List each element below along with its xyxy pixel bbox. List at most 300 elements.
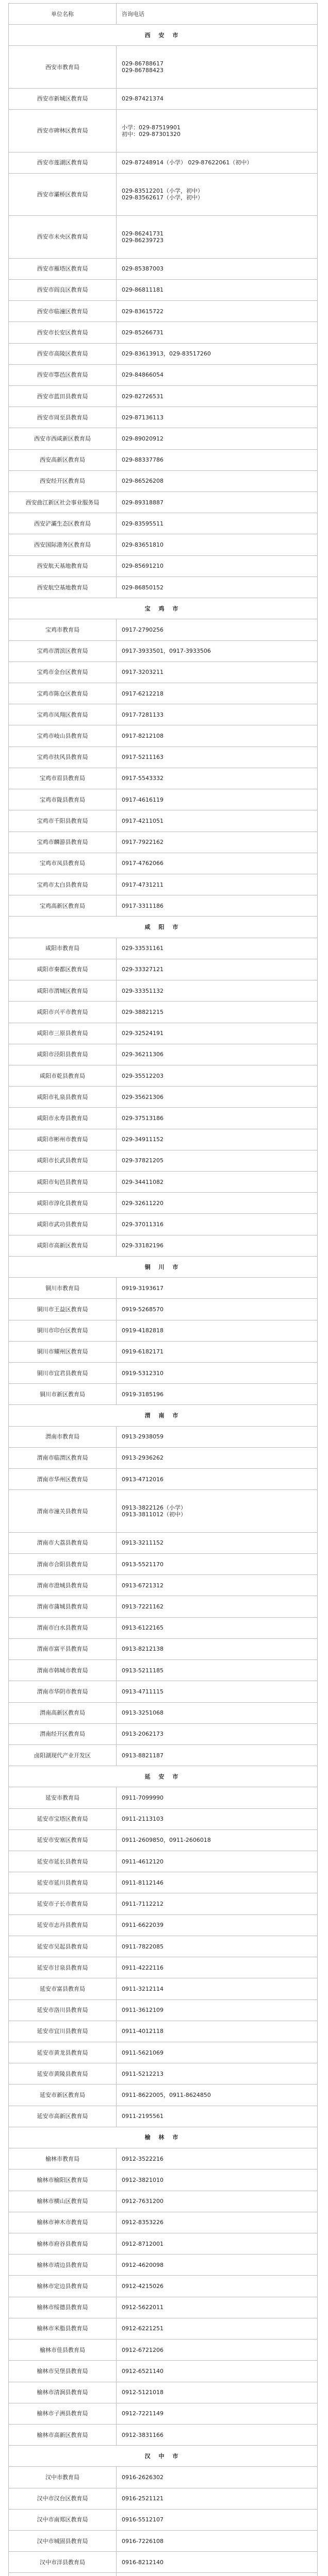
unit-name-cell: 西安航天基地教育局 xyxy=(9,555,117,577)
unit-name-cell: 西安市蓝田县教育局 xyxy=(9,385,117,406)
table-row xyxy=(9,2191,318,2212)
phone-cell xyxy=(117,1235,318,1256)
phone-number: 0911-2609850，0911-2606018 xyxy=(122,1837,211,1844)
phone-number: 0913-3251068 xyxy=(122,1709,163,1717)
unit-name-cell: 延安市富县教育局 xyxy=(9,1978,117,1999)
phone-number: 0917-4616119 xyxy=(122,796,163,803)
unit-name-cell: 榆林市子洲县教育局 xyxy=(9,2403,117,2424)
phone-number: 0913-8821187 xyxy=(122,1752,163,1759)
phone-cell xyxy=(117,2255,318,2276)
table-row xyxy=(9,2084,318,2106)
phone-cell xyxy=(117,2170,318,2191)
table-row xyxy=(9,110,318,152)
phone-number: 029-85387003 xyxy=(122,265,163,273)
unit-name-cell: 铜川市印台区教育局 xyxy=(9,1320,117,1341)
phone-number: 0917-4762066 xyxy=(122,860,163,867)
phone-number: 0912-7221149 xyxy=(122,2410,163,2417)
unit-name-cell: 西安高新区教育局 xyxy=(9,449,117,470)
table-row xyxy=(9,2531,318,2552)
unit-name-cell: 咸阳市永寿县教育局 xyxy=(9,1108,117,1129)
unit-name-cell: 延安市子长市教育局 xyxy=(9,1893,117,1914)
phone-cell xyxy=(117,747,318,768)
phone-cell xyxy=(117,2021,318,2042)
unit-name-cell: 西安市阎良区教育局 xyxy=(9,279,117,300)
table-row xyxy=(9,2106,318,2127)
phone-cell xyxy=(117,555,318,577)
phone-number: 0911-8112146 xyxy=(122,1879,163,1886)
phone-number: 0913-4711115 xyxy=(122,1688,163,1695)
unit-name-cell: 榆林市府谷县教育局 xyxy=(9,2233,117,2254)
table-row xyxy=(9,1660,318,1681)
table-row xyxy=(9,343,318,364)
region-header-row xyxy=(9,2127,318,2148)
unit-name-cell: 延安市高新区教育局 xyxy=(9,2106,117,2127)
region-header-row xyxy=(9,917,318,938)
table-row xyxy=(9,2403,318,2424)
phone-cell xyxy=(117,1447,318,1468)
table-row xyxy=(9,470,318,492)
phone-cell xyxy=(117,1553,318,1574)
table-row xyxy=(9,1023,318,1044)
table-row xyxy=(9,1490,318,1532)
phone-cell xyxy=(117,279,318,300)
phone-cell xyxy=(117,1341,318,1362)
unit-name-cell: 卤阳湖现代产业开发区 xyxy=(9,1744,117,1766)
table-row xyxy=(9,2021,318,2042)
phone-cell xyxy=(117,1087,318,1108)
phone-cell xyxy=(117,725,318,747)
phone-cell xyxy=(117,1829,318,1851)
phone-number: 029-37011316 xyxy=(122,1221,163,1228)
phone-number: 0917-3203211 xyxy=(122,669,163,676)
unit-name-cell: 延安市宜川县教育局 xyxy=(9,2021,117,2042)
table-row xyxy=(9,2297,318,2318)
phone-number: 0917-5543332 xyxy=(122,775,163,782)
table-row xyxy=(9,258,318,279)
phone-number: 0912-5622011 xyxy=(122,2304,163,2311)
table-row xyxy=(9,725,318,747)
table-row xyxy=(9,980,318,1002)
phone-cell xyxy=(117,1469,318,1490)
phone-cell xyxy=(117,2573,318,2576)
phone-cell xyxy=(117,88,318,109)
table-row xyxy=(9,577,318,598)
phone-number: 0911-4612120 xyxy=(122,1858,163,1865)
table-row xyxy=(9,874,318,895)
table-row xyxy=(9,1469,318,1490)
phone-cell xyxy=(117,662,318,683)
phone-number: 0912-6521140 xyxy=(122,2367,163,2375)
phone-cell xyxy=(117,1172,318,1193)
phone-number: 0912-3522216 xyxy=(122,2155,163,2162)
phone-cell xyxy=(117,1150,318,1171)
phone-number: 0911-2195561 xyxy=(122,2113,163,2120)
unit-name-cell: 西安航空基地教育局 xyxy=(9,577,117,598)
unit-name-cell: 宝鸡市教育局 xyxy=(9,619,117,640)
phone-number: 0913-5521170 xyxy=(122,1561,163,1568)
table-row xyxy=(9,768,318,789)
unit-name-cell: 延安市教育局 xyxy=(9,1787,117,1808)
phone-cell xyxy=(117,1065,318,1086)
phone-number: 0919-4182818 xyxy=(122,1327,163,1334)
table-row xyxy=(9,2276,318,2297)
unit-name-cell: 延安市洛川县教育局 xyxy=(9,1999,117,2021)
unit-name-cell: 汉中市洋县教育局 xyxy=(9,2552,117,2573)
unit-name-cell: 延安市新区教育局 xyxy=(9,2084,117,2106)
phone-cell xyxy=(117,810,318,832)
unit-name-cell: 渭南市潼关县教育局 xyxy=(9,1490,117,1532)
phone-cell xyxy=(117,407,318,428)
contact-table xyxy=(8,3,318,2576)
table-row xyxy=(9,1851,318,1872)
unit-name-cell: 宝鸡市岐山县教育局 xyxy=(9,725,117,747)
unit-name-cell: 延安市吴起县教育局 xyxy=(9,1936,117,1957)
phone-cell xyxy=(117,980,318,1002)
unit-name-cell: 延安市黄龙县教育局 xyxy=(9,2042,117,2063)
phone-number: 0911-7822085 xyxy=(122,1943,163,1950)
unit-name-cell: 榆林市靖边县教育局 xyxy=(9,2255,117,2276)
phone-number: 0919-5312310 xyxy=(122,1369,163,1377)
phone-cell xyxy=(117,216,318,258)
unit-name-cell: 咸阳市三原县教育局 xyxy=(9,1023,117,1044)
table-row xyxy=(9,1532,318,1553)
unit-name-cell: 宝鸡市陇县教育局 xyxy=(9,789,117,810)
unit-name-cell: 西安市鄠邑区教育局 xyxy=(9,364,117,385)
phone-number: 0919-6182171 xyxy=(122,1348,163,1355)
table-row xyxy=(9,492,318,513)
table-row xyxy=(9,2340,318,2361)
phone-cell xyxy=(117,2382,318,2403)
phone-number: 0913-3822126（小学） xyxy=(122,1504,186,1512)
table-row xyxy=(9,959,318,980)
phone-cell xyxy=(117,2467,318,2488)
unit-name-cell: 榆林市榆阳区教育局 xyxy=(9,2170,117,2191)
table-row xyxy=(9,2212,318,2233)
phone-number: 0912-8712001 xyxy=(122,2240,163,2247)
unit-name-cell: 榆林市吴堡县教育局 xyxy=(9,2361,117,2382)
table-row xyxy=(9,1872,318,1893)
phone-cell xyxy=(117,1660,318,1681)
table-row xyxy=(9,1150,318,1171)
phone-number: 0917-2790256 xyxy=(122,626,163,633)
phone-number: 0913-3211152 xyxy=(122,1539,163,1547)
unit-name-cell: 延安市志丹县教育局 xyxy=(9,1914,117,1936)
unit-name-cell: 咸阳市泾阳县教育局 xyxy=(9,1044,117,1065)
unit-name-cell: 铜川市新区教育局 xyxy=(9,1384,117,1405)
phone-cell xyxy=(117,853,318,874)
unit-name-cell: 渭南市富平县教育局 xyxy=(9,1638,117,1659)
table-row xyxy=(9,216,318,258)
table-row xyxy=(9,2424,318,2445)
phone-cell xyxy=(117,2084,318,2106)
phone-number: 029-34411082 xyxy=(122,1178,163,1185)
phone-number: 029-85691210 xyxy=(122,563,163,570)
phone-number: 小学：029-87519901 xyxy=(122,124,181,131)
table-row xyxy=(9,46,318,88)
phone-number: 0912-5121018 xyxy=(122,2389,163,2396)
phone-cell xyxy=(117,1193,318,1214)
table-row xyxy=(9,1108,318,1129)
phone-number: 029-85266731 xyxy=(122,329,163,336)
unit-name-cell: 宝鸡市金台区教育局 xyxy=(9,662,117,683)
phone-cell xyxy=(117,704,318,725)
unit-name-cell: 西安市雁塔区教育局 xyxy=(9,258,117,279)
phone-cell xyxy=(117,1638,318,1659)
unit-name-cell: 宝鸡市千阳县教育局 xyxy=(9,810,117,832)
phone-number: 029-86241731 xyxy=(122,230,163,237)
phone-cell xyxy=(117,152,318,173)
phone-number: 0919-5268570 xyxy=(122,1306,163,1313)
phone-cell xyxy=(117,895,318,917)
unit-name-cell: 西安曲江新区社会事业服务局 xyxy=(9,492,117,513)
phone-cell xyxy=(117,2063,318,2084)
phone-number: 0916-5512107 xyxy=(122,2516,163,2523)
table-row xyxy=(9,1065,318,1086)
phone-number: 0912-6721206 xyxy=(122,2346,163,2353)
unit-name-cell: 咸阳市兴平市教育局 xyxy=(9,1002,117,1023)
phone-number: 0913-3811012（初中） xyxy=(122,1511,186,1518)
table-row xyxy=(9,2361,318,2382)
table-row xyxy=(9,704,318,725)
region-header-row xyxy=(9,25,318,46)
phone-number: 0916-8212140 xyxy=(122,2558,163,2566)
unit-name-cell: 宝鸡市渭滨区教育局 xyxy=(9,640,117,662)
phone-cell xyxy=(117,1999,318,2021)
table-row xyxy=(9,1087,318,1108)
table-row xyxy=(9,619,318,640)
unit-name-cell: 汉中市城固县教育局 xyxy=(9,2531,117,2552)
phone-cell xyxy=(117,1723,318,1744)
phone-number: 0912-8353226 xyxy=(122,2219,163,2226)
phone-cell xyxy=(117,2212,318,2233)
table-row xyxy=(9,428,318,449)
table-row xyxy=(9,1999,318,2021)
phone-number: 0917-3311186 xyxy=(122,902,163,909)
phone-number: 0912-4215026 xyxy=(122,2283,163,2290)
phone-cell xyxy=(117,1490,318,1532)
phone-number: 0911-5621069 xyxy=(122,2049,163,2056)
phone-cell xyxy=(117,1851,318,1872)
phone-cell xyxy=(117,2361,318,2382)
table-row xyxy=(9,1702,318,1723)
phone-number: 029-86850152 xyxy=(122,584,163,591)
phone-cell xyxy=(117,449,318,470)
phone-cell xyxy=(117,258,318,279)
table-row xyxy=(9,1235,318,1256)
phone-number: 029-86788423 xyxy=(122,67,163,74)
phone-number: 029-89020912 xyxy=(122,435,163,442)
table-row xyxy=(9,407,318,428)
table-row xyxy=(9,1044,318,1065)
phone-number: 029-83651810 xyxy=(122,541,163,549)
phone-number: 029-35512203 xyxy=(122,1072,163,1079)
unit-name-cell: 榆林市高新区教育局 xyxy=(9,2424,117,2445)
phone-cell xyxy=(117,2488,318,2509)
phone-number: 0913-6122165 xyxy=(122,1624,163,1632)
phone-number: 0916-2626302 xyxy=(122,2473,163,2481)
table-row xyxy=(9,2063,318,2084)
phone-number: 初中：029-87301320 xyxy=(122,130,181,138)
table-row xyxy=(9,364,318,385)
phone-number: 029-33182196 xyxy=(122,1242,163,1249)
phone-cell xyxy=(117,1702,318,1723)
phone-cell xyxy=(117,1299,318,1320)
phone-number: 0911-3612109 xyxy=(122,2007,163,2014)
table-row xyxy=(9,2233,318,2254)
table-row xyxy=(9,2488,318,2509)
phone-cell xyxy=(117,2552,318,2573)
unit-name-cell: 宝鸡市凤县教育局 xyxy=(9,853,117,874)
phone-number: 0911-5212213 xyxy=(122,2070,163,2077)
phone-number: 0911-2113103 xyxy=(122,1816,163,1823)
region-title: 渭 南 市 xyxy=(9,1405,318,1426)
unit-name-cell: 榆林市米脂县教育局 xyxy=(9,2318,117,2339)
phone-number: 029-87136113 xyxy=(122,414,163,421)
phone-number: 029-33327121 xyxy=(122,966,163,973)
unit-name-cell: 宝鸡市麟游县教育局 xyxy=(9,832,117,853)
phone-number: 029-83562617（小学，初中） xyxy=(122,194,203,201)
phone-number: 0917-7281133 xyxy=(122,711,163,718)
unit-name-cell: 西安浐灞生态区教育局 xyxy=(9,513,117,534)
unit-name-cell: 延安市甘泉县教育局 xyxy=(9,1957,117,1978)
table-row xyxy=(9,683,318,704)
phone-cell xyxy=(117,2531,318,2552)
phone-cell xyxy=(117,2340,318,2361)
unit-name-cell: 延安市黄陵县教育局 xyxy=(9,2063,117,2084)
unit-name-cell: 咸阳市淳化县教育局 xyxy=(9,1193,117,1214)
table-row xyxy=(9,938,318,959)
phone-cell xyxy=(117,322,318,343)
phone-number: 029-37821205 xyxy=(122,1157,163,1164)
phone-cell xyxy=(117,2297,318,2318)
phone-number: 029-86526208 xyxy=(122,478,163,485)
phone-cell xyxy=(117,1681,318,1702)
table-row xyxy=(9,385,318,406)
phone-number: 029-88337786 xyxy=(122,456,163,464)
phone-cell xyxy=(117,1384,318,1405)
unit-name-cell: 西安市高陵区教育局 xyxy=(9,343,117,364)
table-row xyxy=(9,1553,318,1574)
unit-name-cell: 西安市碑林区教育局 xyxy=(9,110,117,152)
phone-number: 0913-2062173 xyxy=(122,1731,163,1738)
region-header-row xyxy=(9,2446,318,2467)
phone-cell xyxy=(117,364,318,385)
unit-name-cell: 西安市西咸新区教育局 xyxy=(9,428,117,449)
region-header-row xyxy=(9,1405,318,1426)
unit-name-cell: 宝鸡市太白县教育局 xyxy=(9,874,117,895)
phone-number: 0911-8622005，0911-8624850 xyxy=(122,2092,211,2099)
unit-name-cell: 渭南经开区教育局 xyxy=(9,1723,117,1744)
phone-number: 0917-5211163 xyxy=(122,754,163,761)
phone-cell xyxy=(117,1936,318,1957)
phone-cell xyxy=(117,301,318,322)
phone-number: 029-83512201（小学，初中） xyxy=(122,188,203,195)
table-row xyxy=(9,1808,318,1829)
unit-name-cell: 延安市宝塔区教育局 xyxy=(9,1808,117,1829)
phone-cell xyxy=(117,1872,318,1893)
unit-name-cell: 咸阳市礼泉县教育局 xyxy=(9,1087,117,1108)
phone-cell xyxy=(117,1957,318,1978)
phone-cell xyxy=(117,1596,318,1617)
unit-name-cell: 延安市延长县教育局 xyxy=(9,1851,117,1872)
table-row xyxy=(9,1638,318,1659)
phone-cell xyxy=(117,1808,318,1829)
table-row xyxy=(9,789,318,810)
unit-name-cell: 渭南市白水县教育局 xyxy=(9,1617,117,1638)
unit-name-cell: 咸阳市旬邑县教育局 xyxy=(9,1172,117,1193)
unit-name-cell: 渭南市合阳县教育局 xyxy=(9,1553,117,1574)
unit-name-cell: 铜川市耀州区教育局 xyxy=(9,1341,117,1362)
table-row xyxy=(9,2467,318,2488)
phone-cell xyxy=(117,2509,318,2530)
table-row xyxy=(9,1214,318,1235)
unit-name-cell: 宝鸡高新区教育局 xyxy=(9,895,117,917)
table-row xyxy=(9,2573,318,2576)
table-body xyxy=(9,4,318,2576)
unit-name-cell: 榆林市定边县教育局 xyxy=(9,2276,117,2297)
phone-number: 0911-4012118 xyxy=(122,2028,163,2035)
phone-number: 0911-4222116 xyxy=(122,1964,163,1971)
unit-name-cell: 汉中市汉台区教育局 xyxy=(9,2488,117,2509)
phone-cell xyxy=(117,1044,318,1065)
phone-cell xyxy=(117,2233,318,2254)
unit-name-cell: 渭南市临渭区教育局 xyxy=(9,1447,117,1468)
table-row xyxy=(9,1341,318,1362)
phone-number: 0917-6212218 xyxy=(122,690,163,697)
unit-name-cell: 咸阳市秦都区教育局 xyxy=(9,959,117,980)
phone-cell xyxy=(117,46,318,88)
phone-number: 029-83615722 xyxy=(122,308,163,315)
unit-name-cell: 咸阳市武功县教育局 xyxy=(9,1214,117,1235)
phone-number: 0913-5211185 xyxy=(122,1667,163,1674)
table-row xyxy=(9,2382,318,2403)
unit-name-cell: 榆林市横山区教育局 xyxy=(9,2191,117,2212)
phone-cell xyxy=(117,959,318,980)
phone-cell xyxy=(117,577,318,598)
region-title: 延 安 市 xyxy=(9,1766,318,1787)
region-title: 西 安 市 xyxy=(9,25,318,46)
phone-cell xyxy=(117,110,318,152)
phone-cell xyxy=(117,1214,318,1235)
table-row xyxy=(9,1278,318,1299)
phone-cell xyxy=(117,1787,318,1808)
phone-number: 0916-7226108 xyxy=(122,2537,163,2545)
unit-name-cell: 咸阳市彬州市教育局 xyxy=(9,1129,117,1150)
phone-number: 029-38821215 xyxy=(122,1008,163,1015)
phone-number: 029-34911152 xyxy=(122,1136,163,1143)
table-row xyxy=(9,322,318,343)
unit-name-cell: 西安市长安区教育局 xyxy=(9,322,117,343)
phone-number: 029-32524191 xyxy=(122,1030,163,1037)
table-row xyxy=(9,1787,318,1808)
phone-cell xyxy=(117,2276,318,2297)
phone-cell xyxy=(117,1129,318,1150)
table-row xyxy=(9,1957,318,1978)
table-row xyxy=(9,534,318,555)
table-row xyxy=(9,2148,318,2170)
phone-number: 0913-8212138 xyxy=(122,1646,163,1653)
phone-cell xyxy=(117,789,318,810)
phone-number: 0919-3185196 xyxy=(122,1391,163,1398)
phone-cell xyxy=(117,1532,318,1553)
phone-cell xyxy=(117,640,318,662)
phone-number: 029-33351132 xyxy=(122,987,163,994)
phone-number: 029-87248914（小学） 029-87622061（初中） xyxy=(122,159,253,166)
table-row xyxy=(9,449,318,470)
phone-number: 0917-4731211 xyxy=(122,881,163,888)
phone-cell xyxy=(117,534,318,555)
phone-number: 0911-6622039 xyxy=(122,1922,163,1929)
